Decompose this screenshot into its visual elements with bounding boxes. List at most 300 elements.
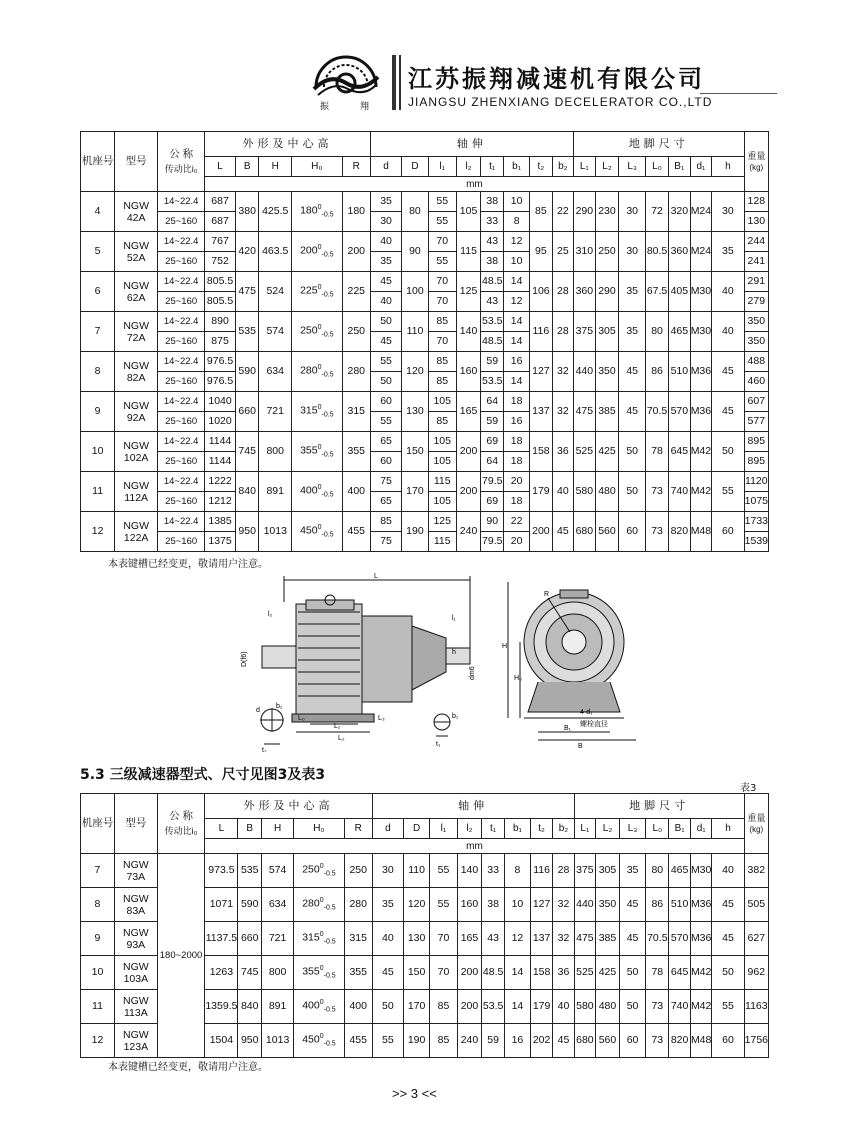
- h-cell: 40: [712, 854, 744, 888]
- l2-cell: 105: [456, 192, 481, 232]
- header-col: L: [205, 157, 236, 177]
- R-cell: 400: [344, 990, 372, 1024]
- h0-tol-lower: -0.5: [321, 211, 334, 219]
- header-group-shaft: 轴伸: [370, 132, 573, 157]
- dim-D-f6: D(f6): [241, 651, 248, 667]
- ratio-cell: 14~22.4: [158, 472, 205, 492]
- t1-cell: 64: [481, 392, 504, 412]
- l2-cell: 240: [456, 512, 481, 552]
- header-col: L₀: [646, 157, 669, 177]
- L3-cell: 35: [619, 312, 646, 352]
- header-col: R: [344, 819, 372, 839]
- D-cell: 190: [402, 512, 428, 552]
- logo-char-1: 振: [320, 102, 330, 111]
- weight-cell: 1120: [744, 472, 768, 492]
- h0-value: 355: [302, 965, 320, 978]
- L2-cell: 350: [595, 352, 619, 392]
- b1-cell: 20: [504, 472, 530, 492]
- L0-cell: 86: [646, 888, 669, 922]
- dim-L: L: [374, 573, 378, 580]
- l1-cell: 105: [428, 432, 456, 452]
- table-row: [81, 192, 769, 212]
- B-cell: 590: [235, 352, 259, 392]
- b2-cell: 45: [552, 512, 573, 552]
- h0-tol-lower: -0.5: [321, 451, 334, 459]
- model-cell: NGW 113A: [114, 990, 157, 1024]
- R-cell: 455: [344, 1024, 372, 1058]
- frame-cell: 5: [81, 232, 115, 272]
- h0-cell: [294, 1024, 344, 1058]
- weight-cell: 962: [744, 956, 768, 990]
- header-row-1: [81, 132, 769, 157]
- h0-tol-lower: -0.5: [323, 938, 336, 946]
- l1-cell: 55: [428, 252, 456, 272]
- B1-cell: 570: [669, 922, 691, 956]
- header-col: l₂: [457, 819, 481, 839]
- dim-h: h: [452, 649, 456, 656]
- d-cell: 40: [370, 232, 401, 252]
- b1-cell: 8: [504, 212, 530, 232]
- L-cell: 805.5: [205, 292, 236, 312]
- D-cell: 130: [403, 922, 429, 956]
- D-cell: 90: [402, 232, 428, 272]
- h-cell: 55: [712, 472, 745, 512]
- h0-cell: [294, 956, 344, 990]
- ratio-cell: 180~2000: [157, 854, 205, 1058]
- B1-cell: 820: [668, 512, 690, 552]
- R-cell: 250: [342, 312, 370, 352]
- L-cell: 1144: [205, 452, 236, 472]
- B1-cell: 570: [668, 392, 690, 432]
- h-cell: 45: [712, 392, 745, 432]
- d1-cell: M48: [690, 512, 711, 552]
- b1-cell: 14: [504, 372, 530, 392]
- H-cell: 1013: [259, 512, 292, 552]
- weight-cell: 505: [744, 888, 768, 922]
- h0-tol-upper: 0: [319, 863, 324, 871]
- ratio-cell: 25~160: [158, 492, 205, 512]
- R-cell: 250: [344, 854, 372, 888]
- frame-cell: 11: [81, 472, 115, 512]
- L0-cell: 67.5: [646, 272, 669, 312]
- B-cell: 950: [238, 1024, 262, 1058]
- L1-cell: 440: [573, 352, 595, 392]
- b1-cell: 18: [504, 492, 530, 512]
- B1-cell: 320: [668, 192, 690, 232]
- page-header: [300, 45, 780, 115]
- h0-tol-upper: 0: [317, 484, 322, 492]
- model-cell: NGW 83A: [114, 888, 157, 922]
- b1-cell: 16: [505, 1024, 531, 1058]
- h0-value: 180: [300, 204, 318, 217]
- header-col: l₁: [430, 819, 458, 839]
- d-cell: 35: [372, 888, 403, 922]
- weight-cell: 1756: [744, 1024, 768, 1058]
- l1-cell: 70: [428, 332, 456, 352]
- d-cell: 50: [372, 990, 403, 1024]
- table-row: [81, 352, 769, 372]
- d-cell: 45: [372, 956, 403, 990]
- h0-tol-upper: 0: [317, 204, 322, 212]
- L2-cell: 290: [595, 272, 619, 312]
- model-cell: NGW 103A: [114, 956, 157, 990]
- d-cell: 65: [370, 432, 401, 452]
- H-cell: 800: [261, 956, 293, 990]
- dim-bolt-holes: 4-d₁: [580, 709, 593, 716]
- b1-cell: 20: [504, 532, 530, 552]
- t1-cell: 43: [481, 292, 504, 312]
- header-ratio-line2: 传动比i₀: [164, 825, 198, 836]
- ratio-cell: 25~160: [158, 532, 205, 552]
- header-weight-line1: 重量: [747, 812, 766, 823]
- B-cell: 475: [235, 272, 259, 312]
- L1-cell: 580: [573, 472, 595, 512]
- d-cell: 75: [370, 472, 401, 492]
- b2-cell: 36: [553, 956, 574, 990]
- l1-cell: 70: [428, 292, 456, 312]
- h0-tol-upper: 0: [319, 999, 324, 1007]
- header-col: L₁: [574, 819, 596, 839]
- L1-cell: 525: [573, 432, 595, 472]
- table-row: [81, 432, 769, 452]
- b2-cell: 32: [553, 888, 574, 922]
- h0-tol-lower: -0.5: [321, 331, 334, 339]
- header-col: H: [259, 157, 292, 177]
- frame-cell: 4: [81, 192, 115, 232]
- L3-cell: 50: [619, 990, 646, 1024]
- dim-d-m6: dm6: [469, 666, 476, 680]
- ratio-cell: 25~160: [158, 332, 205, 352]
- t2-cell: 127: [530, 352, 553, 392]
- L0-cell: 72: [646, 192, 669, 232]
- l2-cell: 125: [456, 272, 481, 312]
- h0-tol-lower: -0.5: [321, 411, 334, 419]
- model-cell: NGW 82A: [115, 352, 158, 392]
- L2-cell: 350: [596, 888, 620, 922]
- d1-cell: M24: [690, 192, 711, 232]
- t1-cell: 79.5: [481, 472, 504, 492]
- header-model: 型号: [115, 132, 158, 192]
- weight-cell: 460: [744, 372, 768, 392]
- h0-tol-lower: -0.5: [323, 1040, 336, 1048]
- table-row: [81, 512, 769, 532]
- header-col: L: [205, 819, 238, 839]
- b2-cell: 45: [553, 1024, 574, 1058]
- header-bar-thin: [399, 55, 401, 110]
- d1-cell: M42: [690, 432, 711, 472]
- t1-cell: 59: [481, 412, 504, 432]
- t1-cell: 38: [482, 888, 505, 922]
- t1-cell: 48.5: [482, 956, 505, 990]
- D-cell: 120: [403, 888, 429, 922]
- header-row-1: [81, 794, 769, 819]
- d-cell: 55: [370, 352, 401, 372]
- h0-tol-upper: 0: [317, 244, 322, 252]
- b1-cell: 12: [504, 292, 530, 312]
- L-cell: 1222: [205, 472, 236, 492]
- company-name-en: JIANGSU ZHENXIANG DECELERATOR CO.,LTD: [408, 95, 713, 109]
- h-cell: 45: [712, 352, 745, 392]
- b2-cell: 25: [552, 232, 573, 272]
- h-cell: 45: [712, 888, 744, 922]
- B-cell: 745: [235, 432, 259, 472]
- l1-cell: 55: [428, 212, 456, 232]
- header-group-shaft: 轴伸: [372, 794, 574, 819]
- h-cell: 40: [712, 312, 745, 352]
- L-cell: 1020: [205, 412, 236, 432]
- L3-cell: 30: [619, 232, 646, 272]
- L-cell: 1040: [205, 392, 236, 412]
- d-cell: 85: [370, 512, 401, 532]
- L-cell: 1212: [205, 492, 236, 512]
- t2-cell: 200: [530, 512, 553, 552]
- l1-cell: 115: [428, 532, 456, 552]
- t2-cell: 116: [530, 312, 553, 352]
- t1-cell: 33: [482, 854, 505, 888]
- h-cell: 40: [712, 272, 745, 312]
- L1-cell: 680: [574, 1024, 596, 1058]
- page-number: >> 3 <<: [392, 1086, 437, 1101]
- header-weight: [744, 132, 768, 192]
- L0-cell: 80: [646, 854, 669, 888]
- weight-cell: 244: [744, 232, 768, 252]
- H-cell: 574: [259, 312, 292, 352]
- l1-cell: 55: [428, 192, 456, 212]
- ratio-cell: 14~22.4: [158, 392, 205, 412]
- t1-cell: 79.5: [481, 532, 504, 552]
- b1-cell: 18: [504, 392, 530, 412]
- header-col: t₁: [481, 157, 504, 177]
- B-cell: 535: [238, 854, 262, 888]
- d-cell: 30: [370, 212, 401, 232]
- b1-cell: 18: [504, 432, 530, 452]
- d1-cell: M30: [690, 854, 711, 888]
- section-title: 5.3 三级减速器型式、尺寸见图3及表3: [80, 767, 326, 783]
- l1-cell: 55: [430, 888, 458, 922]
- L0-cell: 80.5: [646, 232, 669, 272]
- d1-cell: M42: [690, 472, 711, 512]
- h0-tol-upper: 0: [317, 524, 322, 532]
- d1-cell: M36: [690, 352, 711, 392]
- L0-cell: 73: [646, 512, 669, 552]
- L3-cell: 60: [619, 512, 646, 552]
- d1-cell: M36: [690, 922, 711, 956]
- L2-cell: 480: [596, 990, 620, 1024]
- L2-cell: 250: [595, 232, 619, 272]
- dim-l2: l₂: [268, 611, 273, 618]
- l1-cell: 85: [430, 1024, 458, 1058]
- L1-cell: 290: [573, 192, 595, 232]
- header-ratio-line1: 公 称: [169, 147, 194, 160]
- L3-cell: 45: [619, 888, 646, 922]
- h-cell: 60: [712, 1024, 744, 1058]
- table-row: [81, 272, 769, 292]
- weight-cell: 1733: [744, 512, 768, 532]
- d-cell: 65: [370, 492, 401, 512]
- t2-cell: 137: [530, 922, 553, 956]
- b1-cell: 8: [505, 854, 531, 888]
- L-cell: 687: [205, 212, 236, 232]
- L2-cell: 560: [596, 1024, 620, 1058]
- weight-cell: 279: [744, 292, 768, 312]
- t1-cell: 38: [481, 192, 504, 212]
- b2-cell: 36: [552, 432, 573, 472]
- D-cell: 170: [403, 990, 429, 1024]
- header-weight-line2: (kg): [749, 162, 764, 172]
- header-col: d₁: [690, 819, 711, 839]
- B1-cell: 510: [669, 888, 691, 922]
- D-cell: 170: [402, 472, 428, 512]
- l2-cell: 200: [457, 990, 481, 1024]
- l2-cell: 115: [456, 232, 481, 272]
- model-cell: NGW 42A: [115, 192, 158, 232]
- t2-cell: 95: [530, 232, 553, 272]
- L3-cell: 50: [619, 956, 646, 990]
- L-cell: 1137.5: [205, 922, 238, 956]
- dim-bolt-dia: 螺栓直径: [580, 721, 608, 728]
- h0-value: 450: [302, 1033, 320, 1046]
- h0-tol-upper: 0: [317, 324, 322, 332]
- model-cell: NGW 112A: [115, 472, 158, 512]
- side-view: [260, 576, 470, 744]
- h0-cell: [292, 272, 343, 312]
- header-col: B₁: [668, 157, 690, 177]
- t1-cell: 33: [481, 212, 504, 232]
- company-name-cn: 江苏振翔减速机有限公司: [408, 65, 705, 93]
- t1-cell: 48.5: [481, 272, 504, 292]
- l1-cell: 70: [428, 272, 456, 292]
- table-row: [81, 472, 769, 492]
- b2-cell: 32: [552, 352, 573, 392]
- L1-cell: 440: [574, 888, 596, 922]
- H-cell: 574: [261, 854, 293, 888]
- frame-cell: 7: [81, 312, 115, 352]
- header-frame: 机座号: [81, 132, 115, 192]
- header-col: b₂: [553, 819, 574, 839]
- dim-L2: L₂: [338, 735, 345, 742]
- table-three-stage: [80, 793, 769, 1058]
- h0-value: 200: [300, 244, 318, 257]
- header-col: d: [370, 157, 401, 177]
- L1-cell: 525: [574, 956, 596, 990]
- L0-cell: 70.5: [646, 922, 669, 956]
- ratio-cell: 25~160: [158, 292, 205, 312]
- L1-cell: 580: [574, 990, 596, 1024]
- t1-cell: 53.5: [481, 312, 504, 332]
- L-cell: 1071: [205, 888, 238, 922]
- h0-tol-upper: 0: [317, 444, 322, 452]
- l2-cell: 140: [457, 854, 481, 888]
- ratio-cell: 14~22.4: [158, 432, 205, 452]
- dim-H0: H₀: [514, 675, 522, 682]
- B1-cell: 465: [668, 312, 690, 352]
- b2-cell: 32: [552, 392, 573, 432]
- model-cell: NGW 102A: [115, 432, 158, 472]
- frame-cell: 10: [81, 432, 115, 472]
- frame-cell: 10: [81, 956, 115, 990]
- l2-cell: 165: [456, 392, 481, 432]
- t2-cell: 127: [530, 888, 553, 922]
- L2-cell: 425: [596, 956, 620, 990]
- model-cell: NGW 52A: [115, 232, 158, 272]
- L1-cell: 310: [573, 232, 595, 272]
- L3-cell: 35: [619, 854, 646, 888]
- L-cell: 973.5: [205, 854, 238, 888]
- L2-cell: 230: [595, 192, 619, 232]
- b1-cell: 12: [504, 232, 530, 252]
- L-cell: 875: [205, 332, 236, 352]
- R-cell: 455: [342, 512, 370, 552]
- L2-cell: 385: [595, 392, 619, 432]
- h0-tol-lower: -0.5: [323, 972, 336, 980]
- D-cell: 100: [402, 272, 428, 312]
- h0-tol-upper: 0: [317, 284, 322, 292]
- R-cell: 280: [344, 888, 372, 922]
- l2-cell: 200: [456, 432, 481, 472]
- t1-cell: 53.5: [482, 990, 505, 1024]
- l1-cell: 70: [428, 232, 456, 252]
- l2-cell: 140: [456, 312, 481, 352]
- h0-value: 280: [302, 897, 320, 910]
- weight-cell: 350: [744, 312, 768, 332]
- l1-cell: 115: [428, 472, 456, 492]
- table3-note: 本表键槽已经变更，敬请用户注意。: [108, 1062, 268, 1073]
- model-cell: NGW 73A: [114, 854, 157, 888]
- h0-value: 280: [300, 364, 318, 377]
- H-cell: 634: [259, 352, 292, 392]
- l1-cell: 70: [430, 956, 458, 990]
- t2-cell: 202: [530, 1024, 553, 1058]
- dim-b2: b₂: [276, 703, 283, 710]
- model-cell: NGW 93A: [114, 922, 157, 956]
- h0-tol-lower: -0.5: [321, 371, 334, 379]
- R-cell: 355: [342, 432, 370, 472]
- H-cell: 891: [259, 472, 292, 512]
- dim-L1: L₁: [334, 723, 341, 730]
- t2-cell: 116: [530, 854, 553, 888]
- header-col: d: [372, 819, 403, 839]
- R-cell: 315: [342, 392, 370, 432]
- header-col: t₁: [482, 819, 505, 839]
- l2-cell: 240: [457, 1024, 481, 1058]
- l2-cell: 160: [457, 888, 481, 922]
- ratio-cell: 14~22.4: [158, 312, 205, 332]
- header-weight-line2: (kg): [749, 824, 764, 834]
- h0-tol-lower: -0.5: [323, 870, 336, 878]
- h-cell: 30: [712, 192, 745, 232]
- weight-cell: 488: [744, 352, 768, 372]
- B1-cell: 645: [668, 432, 690, 472]
- R-cell: 180: [342, 192, 370, 232]
- model-cell: NGW 122A: [115, 512, 158, 552]
- dim-H: H: [502, 643, 508, 650]
- d1-cell: M30: [690, 312, 711, 352]
- front-view: [508, 582, 636, 740]
- H-cell: 721: [259, 392, 292, 432]
- weight-cell: 291: [744, 272, 768, 292]
- L-cell: 890: [205, 312, 236, 332]
- L1-cell: 375: [574, 854, 596, 888]
- l1-cell: 85: [428, 372, 456, 392]
- d-cell: 45: [370, 332, 401, 352]
- B-cell: 590: [238, 888, 262, 922]
- header-col: b₂: [552, 157, 573, 177]
- frame-cell: 9: [81, 922, 115, 956]
- company-logo-icon: [310, 53, 382, 111]
- d-cell: 30: [372, 854, 403, 888]
- h0-value: 315: [302, 931, 320, 944]
- L0-cell: 86: [646, 352, 669, 392]
